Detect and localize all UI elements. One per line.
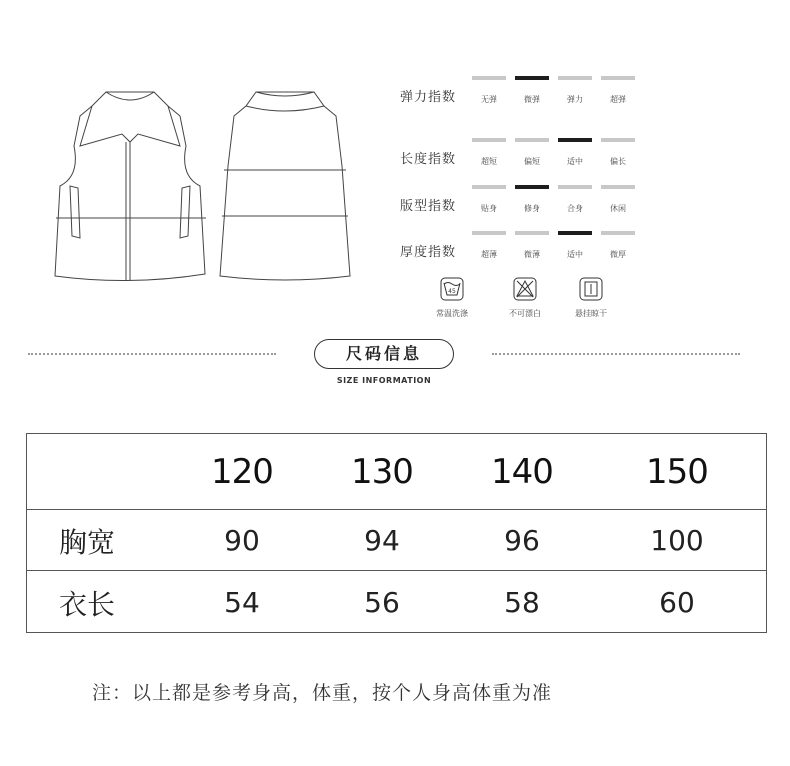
- vest-front: [55, 92, 206, 281]
- table-cell: 58: [504, 586, 540, 619]
- index-label: 厚度指数: [400, 245, 457, 260]
- table-cell: 96: [504, 524, 540, 557]
- size-header: 140: [491, 451, 553, 492]
- table-cell: 60: [659, 586, 695, 619]
- index-label: 版型指数: [400, 199, 457, 214]
- vest-back: [220, 92, 350, 280]
- care-label: 不可漂白: [509, 309, 541, 318]
- care-label: 常温洗涤: [436, 309, 468, 318]
- hang-dry-icon: [579, 277, 603, 301]
- index-row-elasticity: [400, 76, 660, 116]
- index-option: 休闲: [610, 204, 626, 213]
- index-label: 弹力指数: [400, 90, 457, 105]
- wash-temp: 45: [448, 288, 456, 295]
- table-cell: 54: [224, 586, 260, 619]
- divider-left: [28, 353, 276, 355]
- section-title: 尺码信息: [314, 339, 454, 369]
- section-subtitle: SIZE INFORMATION: [336, 376, 432, 385]
- row-label: 胸宽: [59, 525, 116, 559]
- index-option: 微厚: [610, 250, 626, 259]
- care-wash: [422, 277, 482, 319]
- care-bleach: [495, 277, 555, 319]
- index-row-length: [400, 138, 660, 178]
- index-option: 修身: [524, 204, 540, 213]
- index-option: 弹力: [567, 95, 583, 104]
- index-option: 超薄: [481, 250, 497, 259]
- care-dry: [561, 277, 621, 319]
- index-option: 偏长: [610, 157, 626, 166]
- index-option: 贴身: [481, 204, 497, 213]
- table-cell: 56: [364, 586, 400, 619]
- index-option: 超弹: [610, 95, 626, 104]
- index-option: 无弹: [481, 95, 497, 104]
- size-note: 注：以上都是参考身高，体重，按个人身高体重为准: [92, 682, 553, 704]
- vest-sketch: [50, 86, 360, 286]
- size-header: 150: [646, 451, 708, 492]
- size-table: [26, 433, 767, 633]
- index-row-fit: [400, 185, 660, 225]
- index-option: 适中: [567, 250, 583, 259]
- index-option: 适中: [567, 157, 583, 166]
- index-option: 合身: [567, 204, 583, 213]
- table-row: [27, 570, 766, 634]
- table-cell: 90: [224, 524, 260, 557]
- no-bleach-icon: [513, 277, 537, 301]
- row-label: 衣长: [59, 587, 116, 621]
- index-option: 超短: [481, 157, 497, 166]
- table-row: [27, 509, 766, 571]
- index-option: 偏短: [524, 157, 540, 166]
- divider-right: [492, 353, 740, 355]
- wash-30-icon: [440, 277, 464, 301]
- care-label: 悬挂晾干: [575, 309, 607, 318]
- table-cell: 94: [364, 524, 400, 557]
- table-cell: 100: [650, 524, 704, 557]
- index-option: 微薄: [524, 250, 540, 259]
- table-corner: [27, 434, 167, 509]
- size-header: 130: [351, 451, 413, 492]
- index-row-thickness: [400, 231, 660, 271]
- index-label: 长度指数: [400, 152, 457, 167]
- index-option: 微弹: [524, 95, 540, 104]
- table-header-row: [27, 434, 766, 509]
- size-header: 120: [211, 451, 273, 492]
